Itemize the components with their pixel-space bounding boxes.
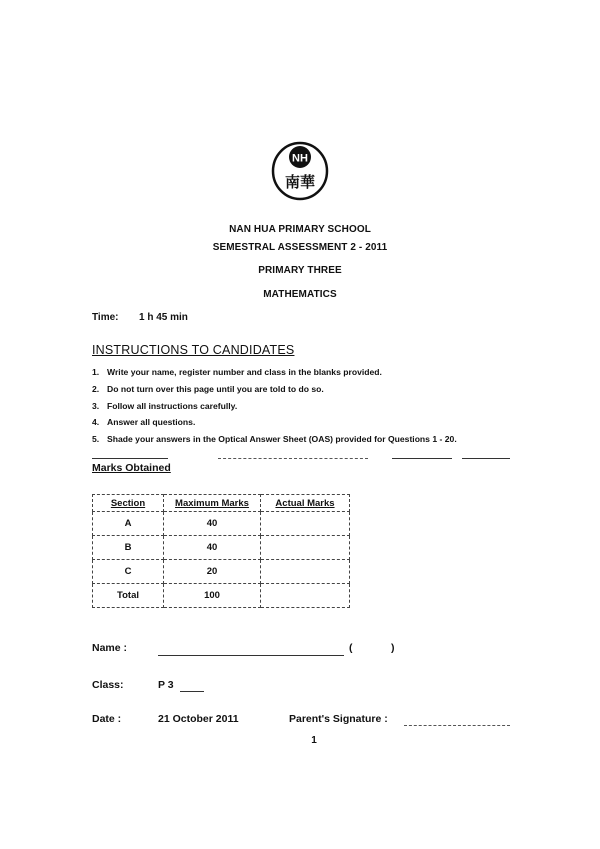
school-name: NAN HUA PRIMARY SCHOOL [229,224,371,235]
actual-cell[interactable] [261,512,350,536]
instruction-item: 5. Shade your answers in the Optical Answer Sheet (OAS) provided for Questions 1 - 20. [92,434,457,445]
instruction-item: 1. Write your name, register number and class in the blanks provided. [92,367,382,377]
logo-chinese: 南華 [284,173,316,191]
table-row [93,512,350,536]
section-cell: A [93,512,164,536]
time-value: 1 h 45 min [139,312,188,323]
class-label: Class: [92,679,124,691]
header-section: Section [93,495,164,512]
signature-blank[interactable] [404,725,510,726]
table-row [93,536,350,560]
register-paren-open: ( [349,642,353,654]
table-row [93,560,350,584]
assessment-title: SEMESTRAL ASSESSMENT 2 - 2011 [212,242,388,253]
actual-cell[interactable] [261,584,350,608]
separator-line [92,458,168,459]
page-number: 1 [311,735,317,746]
actual-cell[interactable] [261,560,350,584]
marks-title: Marks Obtained [92,462,171,474]
table-header-row [93,495,350,512]
section-cell: B [93,536,164,560]
max-cell: 100 [164,584,261,608]
instruction-item: 4. Answer all questions. [92,417,196,428]
class-blank[interactable] [180,691,204,692]
separator-line [218,458,368,459]
max-cell: 40 [164,512,261,536]
signature-label: Parent's Signature : [289,713,388,725]
date-label: Date : [92,713,122,725]
header-maximum: Maximum Marks [164,495,261,512]
register-paren-close: ) [391,642,395,654]
name-label: Name : [92,642,128,654]
class-value: P 3 [158,679,174,691]
max-cell: 20 [164,560,261,584]
date-value: 21 October 2011 [158,713,239,725]
subject: MATHEMATICS [263,289,337,300]
separator-line [462,458,510,459]
level: PRIMARY THREE [258,265,342,276]
header-actual: Actual Marks [261,495,350,512]
logo-letters: NH [292,152,308,165]
table-row [93,584,350,608]
separator-line [392,458,452,459]
instruction-item: 2. Do not turn over this page until you are told to do so. [92,383,324,394]
instruction-item: 3. Follow all instructions carefully. [92,400,238,411]
time-label: Time: [92,312,119,323]
max-cell: 40 [164,536,261,560]
section-cell: Total [93,584,164,608]
section-cell: C [93,560,164,584]
marks-table [92,494,350,608]
actual-cell[interactable] [261,536,350,560]
name-blank[interactable] [158,655,344,656]
school-logo [271,137,329,201]
instructions-title: INSTRUCTIONS TO CANDIDATES [92,343,295,357]
instructions-list [92,364,457,448]
